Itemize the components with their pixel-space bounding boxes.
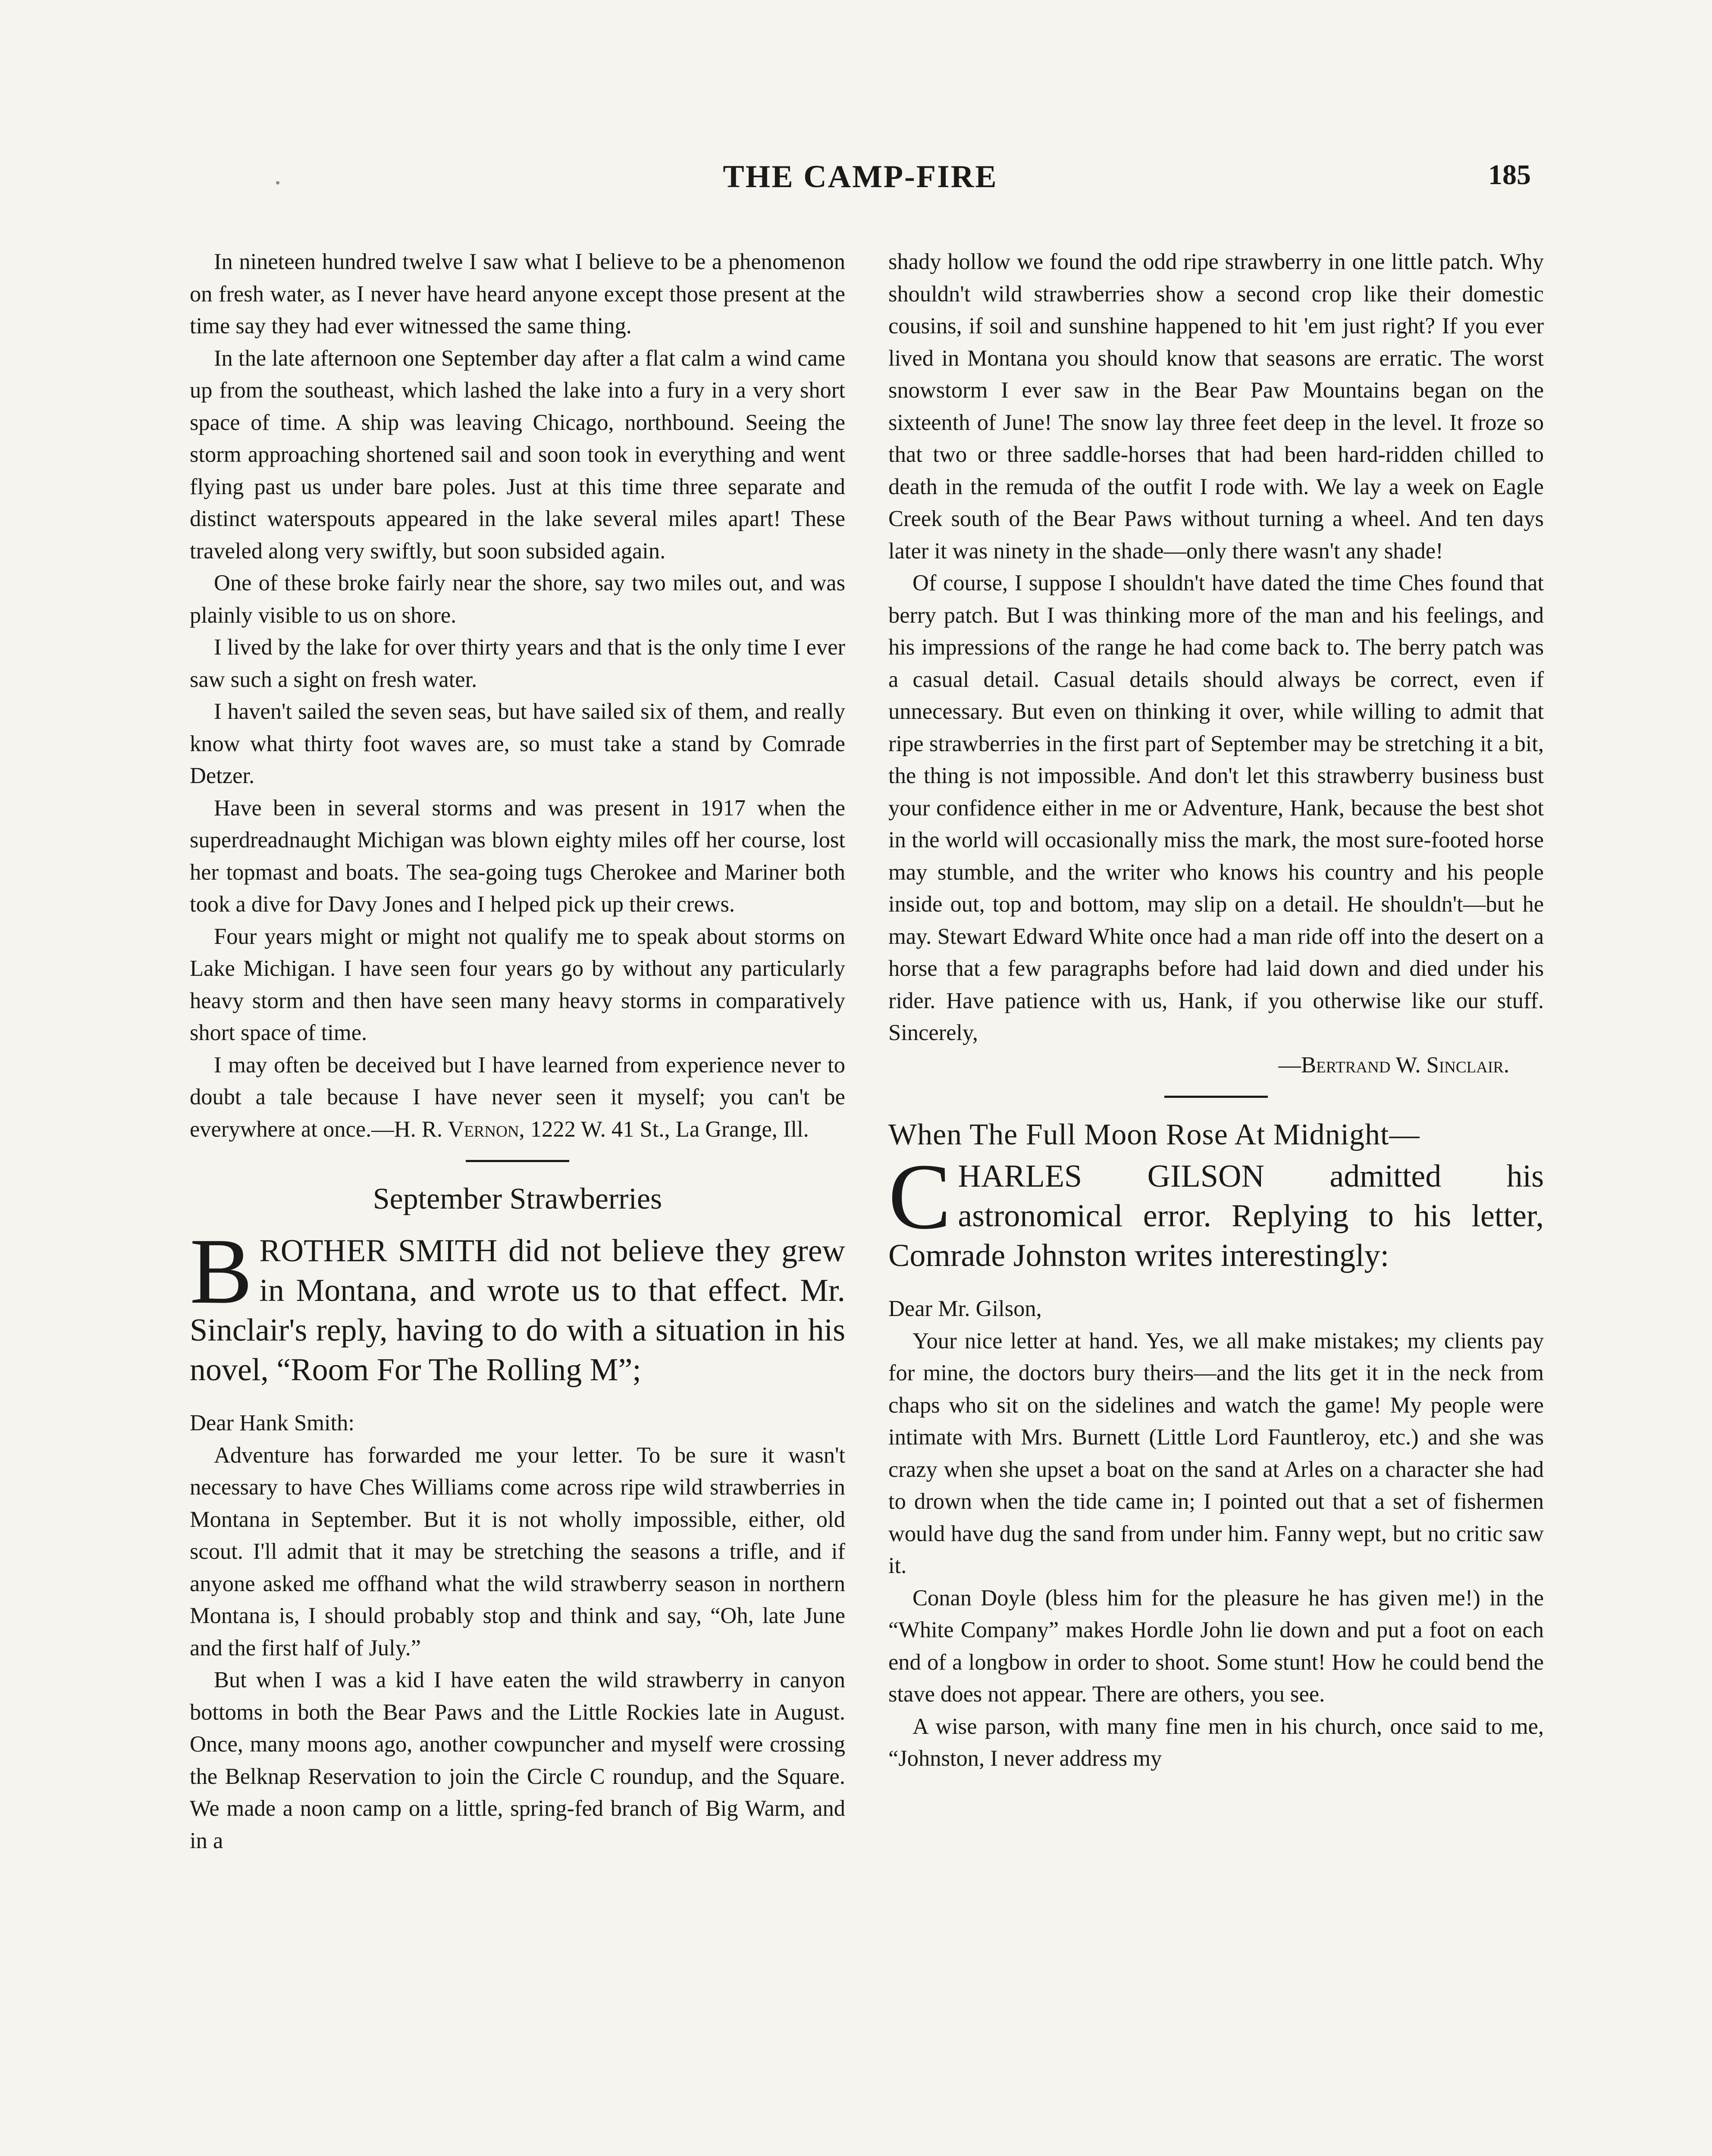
paragraph: In nineteen hundred twelve I saw what I believe to be a phenomenon on fresh water, as I never have heard anyone except those present at the time say they had ever witnessed the same thing. bbox=[190, 249, 845, 338]
paragraph: I lived by the lake for over thirty years and that is the only time I ever saw such a sight on fresh water. bbox=[190, 635, 845, 692]
section-intro bbox=[190, 1219, 845, 1390]
paragraph: Have been in several storms and was present in 1917 when the superdreadnaught Michigan was blown eighty miles off her course, lost her topmast and boats. The sea-going tugs Cherokee and Mariner both took a dive for Davy Jones and I helped pick up their crews. bbox=[190, 795, 845, 917]
paragraph: One of these broke fairly near the shore, say two miles out, and was plainly visible to us on shore. bbox=[190, 570, 845, 628]
section-divider bbox=[1164, 1096, 1268, 1098]
intro-text: ROTHER SMITH did not believe they grew in Montana, and wrote us to that effect. Mr. Sinclair's reply, having to do with a situation in his novel, “Room For The Rolling M”; bbox=[190, 1233, 845, 1388]
intro-text: HARLES GILSON admitted his astronomical error. Replying to his letter, Comrade Johnston writes interestingly: bbox=[888, 1159, 1544, 1273]
signature-name: —Bertrand W. Sinclair. bbox=[1278, 1052, 1509, 1078]
section-divider bbox=[466, 1160, 569, 1162]
paragraph: Adventure has forwarded me your letter. To be sure it wasn't necessary to have Ches Williams come across ripe wild strawberries in Montana in September. But it is not wholly impossible, either, old scout. I'll admit that it may be stretching the seasons a trifle, and if anyone asked me offhand what the wild strawberry season in northern Montana is, I should probably stop and think and say, “Oh, late June and the first half of July.” bbox=[190, 1442, 845, 1661]
salutation: Dear Mr. Gilson, bbox=[888, 1296, 1042, 1321]
paragraph: Conan Doyle (bless him for the pleasure he has given me!) in the “White Company” makes Hordle John lie down and put a foot on each end of a longbow in order to shoot. Some stunt! How he could bend the stave does not appear. There are others, you see. bbox=[888, 1585, 1544, 1707]
paragraph: But when I was a kid I have eaten the wild strawberry in canyon bottoms in both the Bear Paws and the Little Rockies late in August. Once, many moons ago, another cowpuncher and myself were crossing the Belknap Reservation to join the Circle C roundup, and the Square. We made a noon camp on a little, spring-fed branch of Big Warm, and in a bbox=[190, 1667, 845, 1853]
paragraph-with-signature bbox=[190, 1049, 845, 1146]
paragraph: shady hollow we found the odd ripe strawberry in one little patch. Why shouldn't wild strawberries show a second crop like their domestic cousins, if soil and sunshine happened to hit 'em just right? If you ever lived in Montana you should know that seasons are erratic. The worst snowstorm I ever saw in the Bear Paw Mountains began on the sixteenth of June! The snow lay three feet deep in the level. It froze so that two or three saddle-horses that had been hard-ridden chilled to death in the remuda of the outfit I rode with. We lay a week on Eagle Creek south of the Bear Paws without turning a wheel. And ten days later it was ninety in the shade—only there wasn't any shade! bbox=[888, 249, 1544, 564]
signature bbox=[888, 1049, 1544, 1081]
vernon-letter bbox=[190, 246, 845, 1145]
author-name: H. R. Vernon, bbox=[394, 1116, 525, 1142]
drop-cap: B bbox=[190, 1219, 253, 1323]
paragraph: Your nice letter at hand. Yes, we all make mistakes; my clients pay for mine, the doctors bury theirs—and the lits get it in the neck from chaps who sit on the sidelines and watch the game! My people were intimate with Mrs. Burnett (Little Lord Fauntleroy, etc.) and she was crazy when she upset a boat on the sand at Arles on a character she had to drown when the tide came in; I pointed out that a set of fishermen would have dug the sand from under him. Fanny wept, but no critic saw it. bbox=[888, 1328, 1544, 1578]
salutation: Dear Hank Smith: bbox=[190, 1410, 355, 1435]
paragraph: In the late afternoon one September day after a flat calm a wind came up from the southeast, which lashed the lake into a fury in a very short space of time. A ship was leaving Chicago, northbound. Seeing the storm approaching shortened sail and soon took in everything and went flying past us under bare poles. Just at this time three separate and distinct waterspouts appeared in the lake several miles apart! These traveled along very swiftly, but soon subsided again. bbox=[190, 345, 845, 564]
section-title: September Strawberries bbox=[373, 1182, 662, 1216]
right-column bbox=[888, 246, 1544, 1775]
paragraph: Of course, I suppose I shouldn't have dated the time Ches found that berry patch. But I was thinking more of the man and his feelings, and his impressions of the range he had come back to. The berry patch was a casual detail. Casual details should always be correct, even if unnecessary. But even on thinking it over, while willing to admit that ripe strawberries in the first part of September may be stretching it a bit, the thing is not impossible. And don't let this strawberry business bust your confidence either in me or Adventure, Hank, because the best shot in the world will occasionally miss the mark, the most sure-footed horse may stumble, and the writer who knows his country and his people inside out, top and bottom, may slip on a detail. He shouldn't—but he may. Stewart Edward White once had a man ride off into the desert on a horse that a few paragraphs before had laid down and died under his rider. Have patience with us, Hank, if you otherwise like our stuff. Sincerely, bbox=[888, 570, 1544, 1045]
paragraph: I haven't sailed the seven seas, but have sailed six of them, and really know what thirty foot waves are, so must take a stand by Comrade Detzer. bbox=[190, 699, 845, 788]
paragraph: A wise parson, with many fine men in his church, once said to me, “Johnston, I never address my bbox=[888, 1714, 1544, 1771]
page-header bbox=[190, 159, 1531, 206]
section-intro bbox=[888, 1145, 1544, 1275]
drop-cap: C bbox=[888, 1145, 951, 1249]
running-title: THE CAMP-FIRE bbox=[723, 159, 998, 194]
page-number: 185 bbox=[1488, 159, 1531, 191]
section-title: When The Full Moon Rose At Midnight— bbox=[888, 1118, 1420, 1151]
author-address: 1222 W. 41 St., La Grange, Ill. bbox=[524, 1116, 809, 1142]
paragraph: Four years might or might not qualify me to speak about storms on Lake Michigan. I have seen four years go by without any particularly heavy storm and then have seen many heavy storms in comparatively short space of time. bbox=[190, 924, 845, 1045]
paragraph-text: I may often be deceived but I have learned from experience never to doubt a tale because I have never seen it myself; you can't be everywhere at once.— bbox=[190, 1052, 845, 1142]
left-column bbox=[190, 246, 845, 1857]
